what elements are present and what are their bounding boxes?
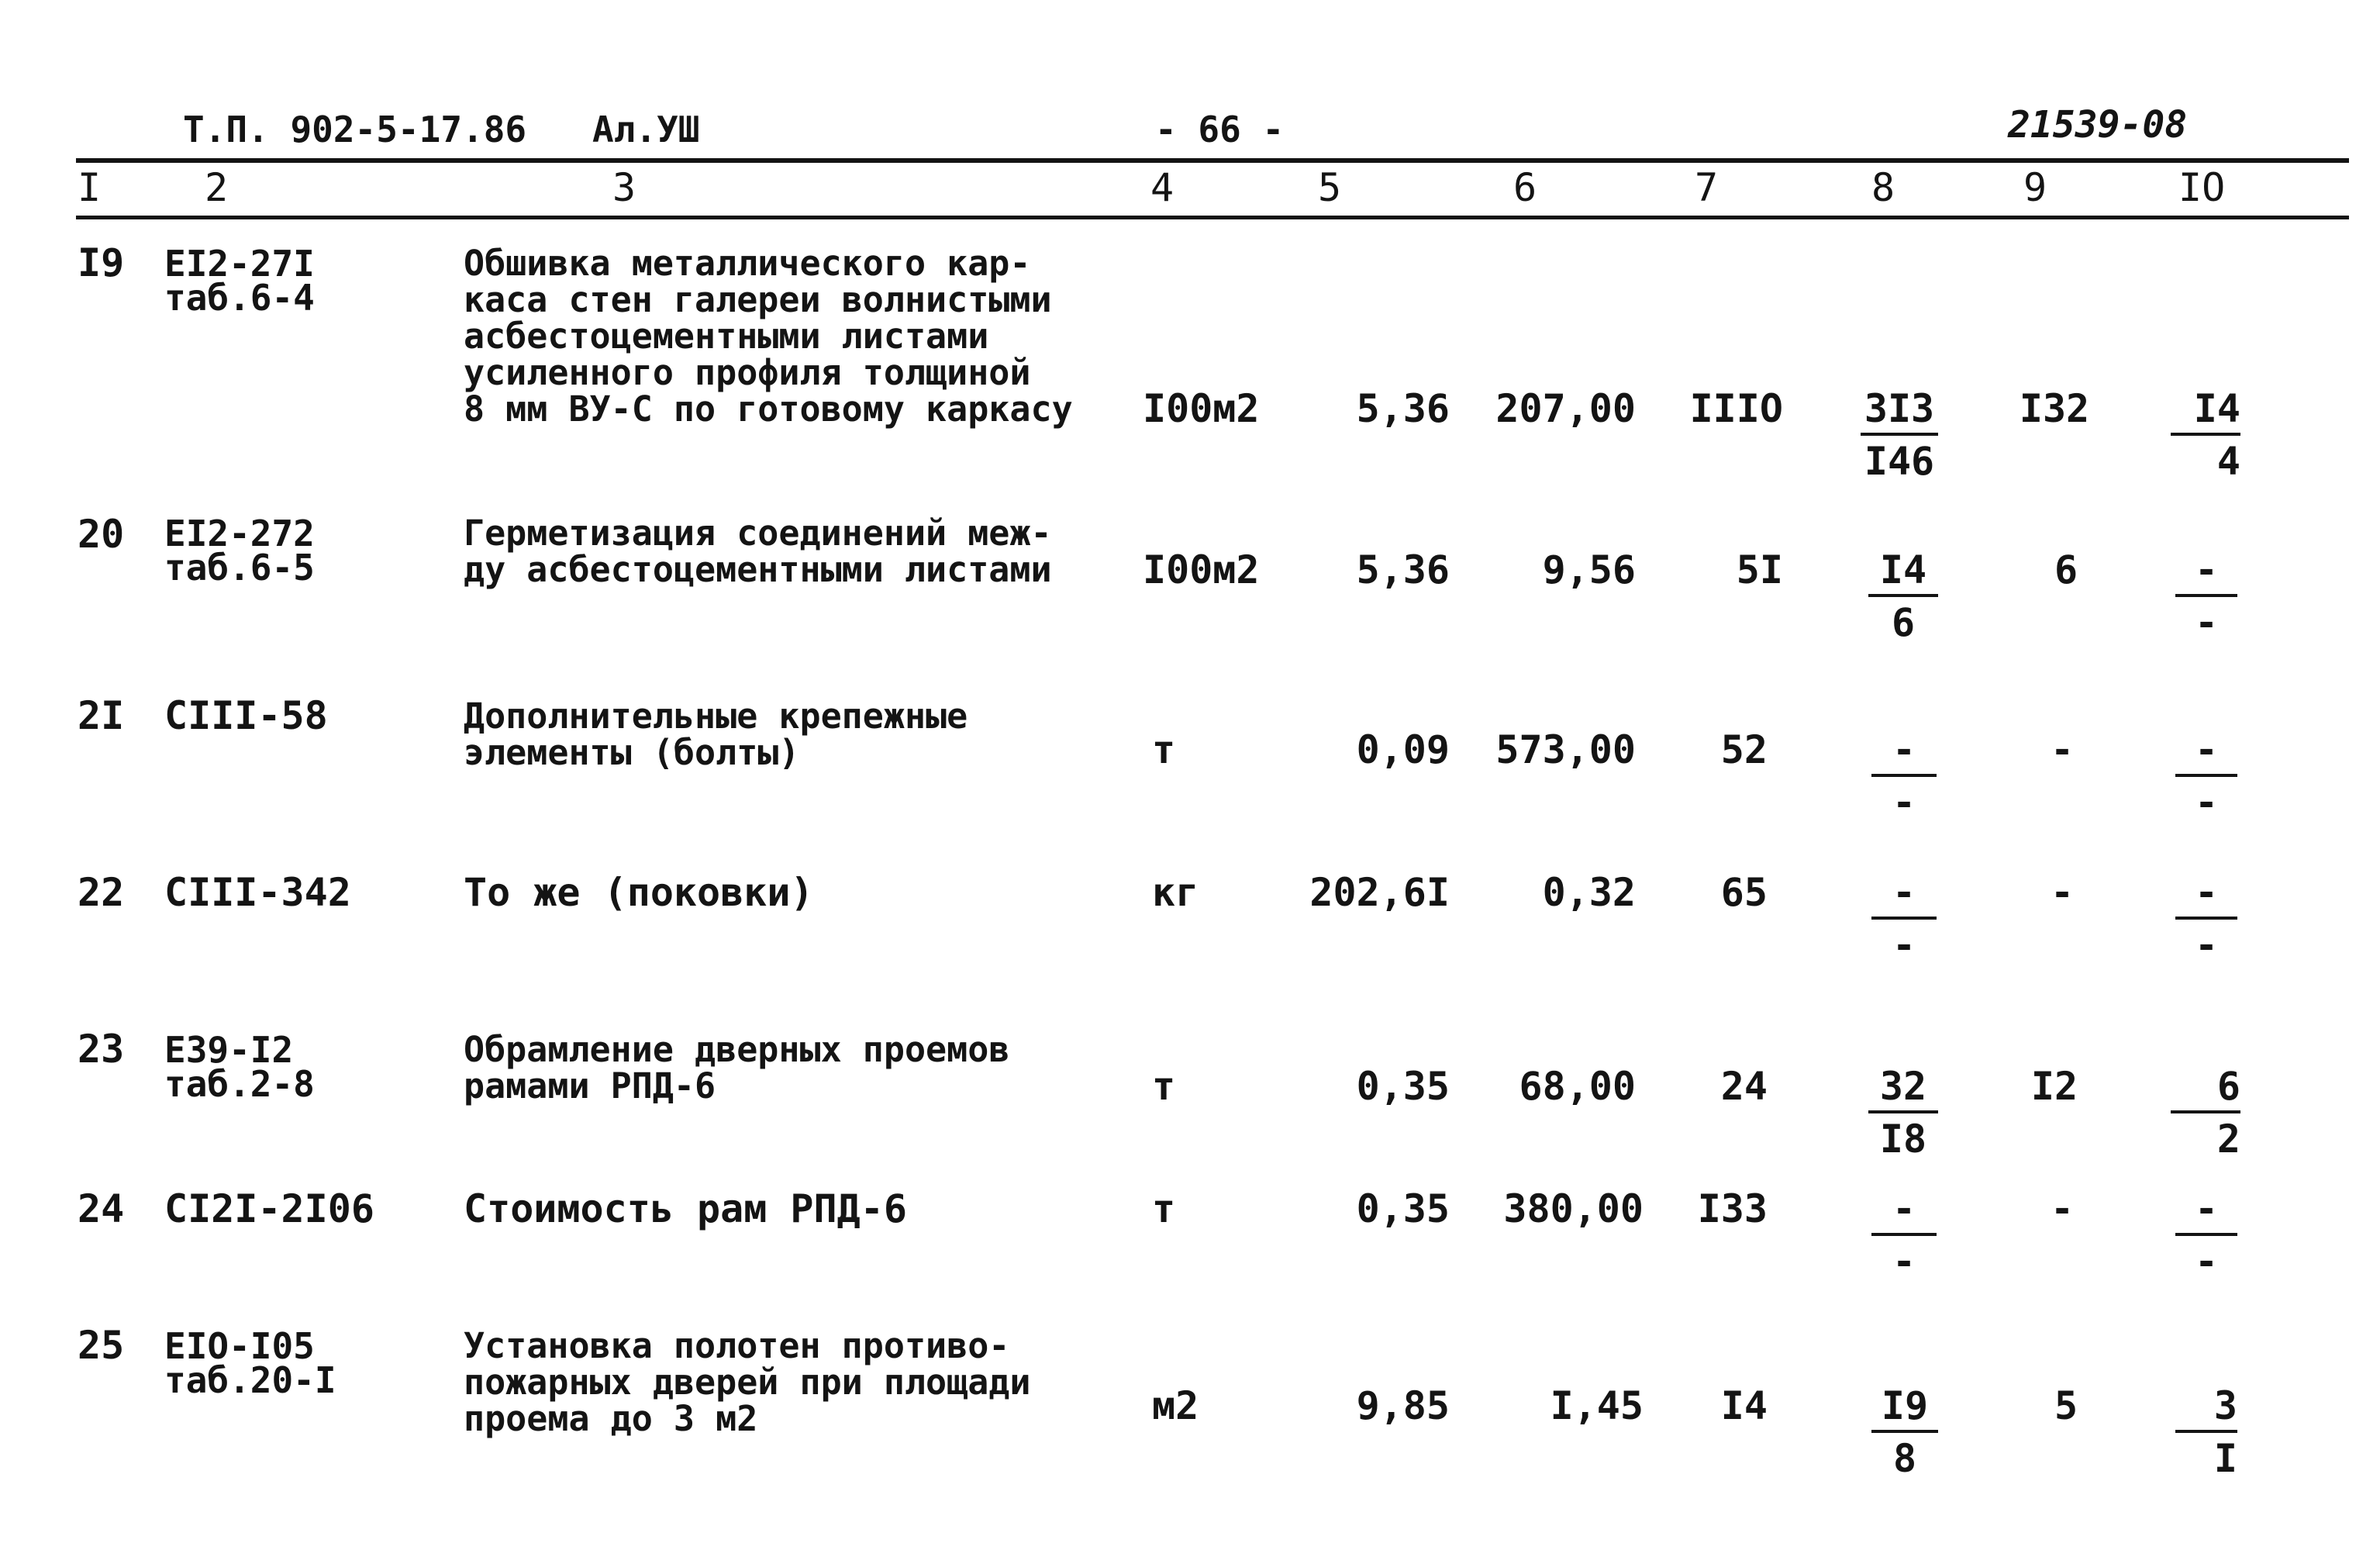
unit-price: 380,00: [1503, 1186, 1644, 1231]
col9-value: I2: [2030, 1064, 2078, 1109]
work-description-line: Стоимость рам РПД-6: [464, 1186, 907, 1231]
unit: м2: [1152, 1383, 1199, 1428]
work-description-line: асбестоцементными листами: [464, 316, 989, 357]
fraction-denominator: I8: [1879, 1117, 1927, 1162]
fraction-numerator: I4: [1879, 547, 1927, 592]
fraction-denominator: -: [2194, 923, 2219, 968]
fraction-bar: [1861, 433, 1938, 436]
col-header-6: 6: [1513, 165, 1537, 210]
fraction-bar: [2171, 433, 2240, 436]
sheet-number: 21539-08: [2008, 103, 2188, 147]
work-description-line: Обрамление дверных проемов: [464, 1029, 1010, 1070]
fraction-numerator: 32: [1879, 1064, 1927, 1109]
rate-code: EIO-I05: [164, 1325, 315, 1367]
unit: I00м2: [1143, 547, 1260, 592]
fraction-bar: [1871, 1430, 1938, 1433]
col-header-2: 2: [205, 165, 229, 210]
row-number: 2I: [78, 693, 125, 738]
fraction-denominator: I: [2213, 1436, 2237, 1481]
row-number: I9: [78, 240, 125, 285]
fraction-col8: [1871, 729, 1937, 823]
unit: т: [1152, 1186, 1176, 1231]
fraction-bar: [1871, 774, 1937, 777]
fraction-col8: [1871, 1188, 1937, 1283]
fraction-col10: [2171, 388, 2240, 482]
fraction-bar: [1871, 917, 1937, 920]
fraction-numerator: 3I3: [1864, 386, 1935, 431]
work-description-line: То же (поковки): [464, 870, 814, 915]
fraction-denominator: -: [2194, 600, 2219, 645]
col-header-4: 4: [1150, 165, 1174, 210]
fraction-denominator: 2: [2216, 1117, 2240, 1162]
fraction-numerator: -: [2194, 547, 2219, 592]
fraction-bar: [2175, 594, 2237, 597]
work-description-line: пожарных дверей при площади: [464, 1362, 1031, 1403]
unit: кг: [1152, 870, 1199, 915]
rate-code: E39-I2: [164, 1029, 294, 1071]
fraction-col10: [2175, 1188, 2237, 1283]
total-cost: 52: [1720, 727, 1768, 772]
work-description-line: проема до 3 м2: [464, 1398, 758, 1439]
fraction-bar: [1868, 1110, 1938, 1113]
fraction-numerator: 6: [2216, 1064, 2240, 1109]
fraction-bar: [2171, 1110, 2240, 1113]
work-description-line: Дополнительные крепежные: [464, 696, 968, 737]
fraction-denominator: -: [2194, 780, 2219, 825]
col9-value: -: [2050, 870, 2075, 915]
work-description-line: ду асбестоцементными листами: [464, 549, 1052, 590]
fraction-numerator: -: [1892, 1186, 1916, 1231]
rate-code: CIII-342: [164, 870, 351, 915]
col-header-9: 9: [2023, 165, 2047, 210]
col9-value: I32: [2019, 386, 2090, 431]
doc-code: Т.П. 902-5-17.86: [183, 109, 527, 150]
fraction-numerator: I9: [1881, 1383, 1929, 1428]
fraction-numerator: -: [1892, 727, 1916, 772]
unit-price: 0,32: [1542, 870, 1636, 915]
fraction-numerator: -: [2194, 1186, 2219, 1231]
rate-code: CI2I-2I06: [164, 1186, 374, 1231]
total-cost: 5I: [1736, 547, 1783, 592]
header-rule: [76, 216, 2349, 219]
fraction-bar: [2175, 1430, 2237, 1433]
quantity: 0,35: [1356, 1186, 1450, 1231]
col9-value: 6: [2054, 547, 2078, 592]
col-header-10: IO: [2178, 165, 2226, 210]
page-number: - 66 -: [1155, 109, 1285, 150]
unit: т: [1152, 1064, 1176, 1109]
col9-value: -: [2050, 727, 2075, 772]
unit-price: 9,56: [1542, 547, 1636, 592]
fraction-numerator: -: [2194, 727, 2219, 772]
top-rule: [76, 158, 2349, 163]
fraction-denominator: 6: [1891, 600, 1916, 645]
fraction-denominator: -: [1892, 1239, 1916, 1284]
unit-price: 68,00: [1519, 1064, 1636, 1109]
total-cost: I4: [1720, 1383, 1768, 1428]
fraction-col10: [2175, 729, 2237, 823]
row-number: 25: [78, 1323, 125, 1368]
fraction-bar: [2175, 774, 2237, 777]
row-number: 22: [78, 870, 125, 915]
fraction-denominator: 8: [1892, 1436, 1917, 1481]
quantity: 5,36: [1356, 547, 1450, 592]
work-description-line: 8 мм ВУ-С по готовому каркасу: [464, 388, 1073, 430]
rate-table: таб.20-I: [164, 1359, 336, 1401]
work-description-line: Обшивка металлического кар-: [464, 243, 1031, 284]
work-description-line: усиленного профиля толщиной: [464, 352, 1031, 393]
col-header-1: I: [78, 165, 102, 210]
fraction-col10: [2171, 1065, 2240, 1160]
quantity: 9,85: [1356, 1383, 1450, 1428]
unit-price: 207,00: [1495, 386, 1636, 431]
fraction-numerator: -: [2194, 870, 2219, 915]
fraction-col8: [1861, 388, 1938, 482]
rate-code: EI2-27I: [164, 243, 315, 285]
unit-price: 573,00: [1495, 727, 1636, 772]
row-number: 23: [78, 1027, 125, 1072]
fraction-col10: [2175, 872, 2237, 966]
work-description-line: рамами РПД-6: [464, 1065, 716, 1106]
fraction-col10: [2175, 549, 2237, 644]
col-header-3: 3: [612, 165, 636, 210]
quantity: 0,35: [1356, 1064, 1450, 1109]
col-header-5: 5: [1318, 165, 1342, 210]
fraction-bar: [2175, 917, 2237, 920]
unit: I00м2: [1143, 386, 1260, 431]
fraction-denominator: I46: [1864, 439, 1935, 484]
work-description-line: элементы (болты): [464, 732, 800, 773]
rate-table: таб.6-4: [164, 277, 315, 319]
fraction-denominator: -: [1892, 780, 1916, 825]
rate-table: таб.2-8: [164, 1063, 315, 1105]
row-number: 20: [78, 512, 125, 557]
fraction-denominator: 4: [2216, 439, 2240, 484]
quantity: 5,36: [1356, 386, 1450, 431]
unit-price: I,45: [1550, 1383, 1644, 1428]
unit: т: [1152, 727, 1176, 772]
work-description-line: Установка полотен противо-: [464, 1325, 1010, 1366]
rate-code: CIII-58: [164, 693, 328, 738]
album-label: Ал.УШ: [592, 109, 700, 150]
fraction-denominator: -: [2194, 1239, 2219, 1284]
fraction-numerator: 3: [2213, 1383, 2237, 1428]
rate-code: EI2-272: [164, 513, 315, 554]
total-cost: I33: [1697, 1186, 1768, 1231]
fraction-col8: [1871, 1385, 1938, 1479]
fraction-numerator: I4: [2193, 386, 2240, 431]
fraction-denominator: -: [1892, 923, 1916, 968]
fraction-bar: [1868, 594, 1938, 597]
rate-table: таб.6-5: [164, 547, 315, 589]
work-description-line: Герметизация соединений меж-: [464, 513, 1052, 554]
total-cost: 24: [1720, 1064, 1768, 1109]
fraction-col8: [1871, 872, 1937, 966]
row-number: 24: [78, 1186, 125, 1231]
quantity: 0,09: [1356, 727, 1450, 772]
col9-value: -: [2050, 1186, 2075, 1231]
work-description-line: каса стен галереи волнистыми: [464, 279, 1052, 320]
fraction-bar: [2175, 1233, 2237, 1236]
fraction-bar: [1871, 1233, 1937, 1236]
fraction-col8: [1868, 1065, 1938, 1160]
total-cost: 65: [1720, 870, 1768, 915]
quantity: 202,6I: [1309, 870, 1450, 915]
col-header-7: 7: [1695, 165, 1719, 210]
fraction-numerator: -: [1892, 870, 1916, 915]
fraction-col8: [1868, 549, 1938, 644]
col9-value: 5: [2054, 1383, 2078, 1428]
total-cost: IIIO: [1689, 386, 1783, 431]
fraction-col10: [2175, 1385, 2237, 1479]
col-header-8: 8: [1871, 165, 1895, 210]
